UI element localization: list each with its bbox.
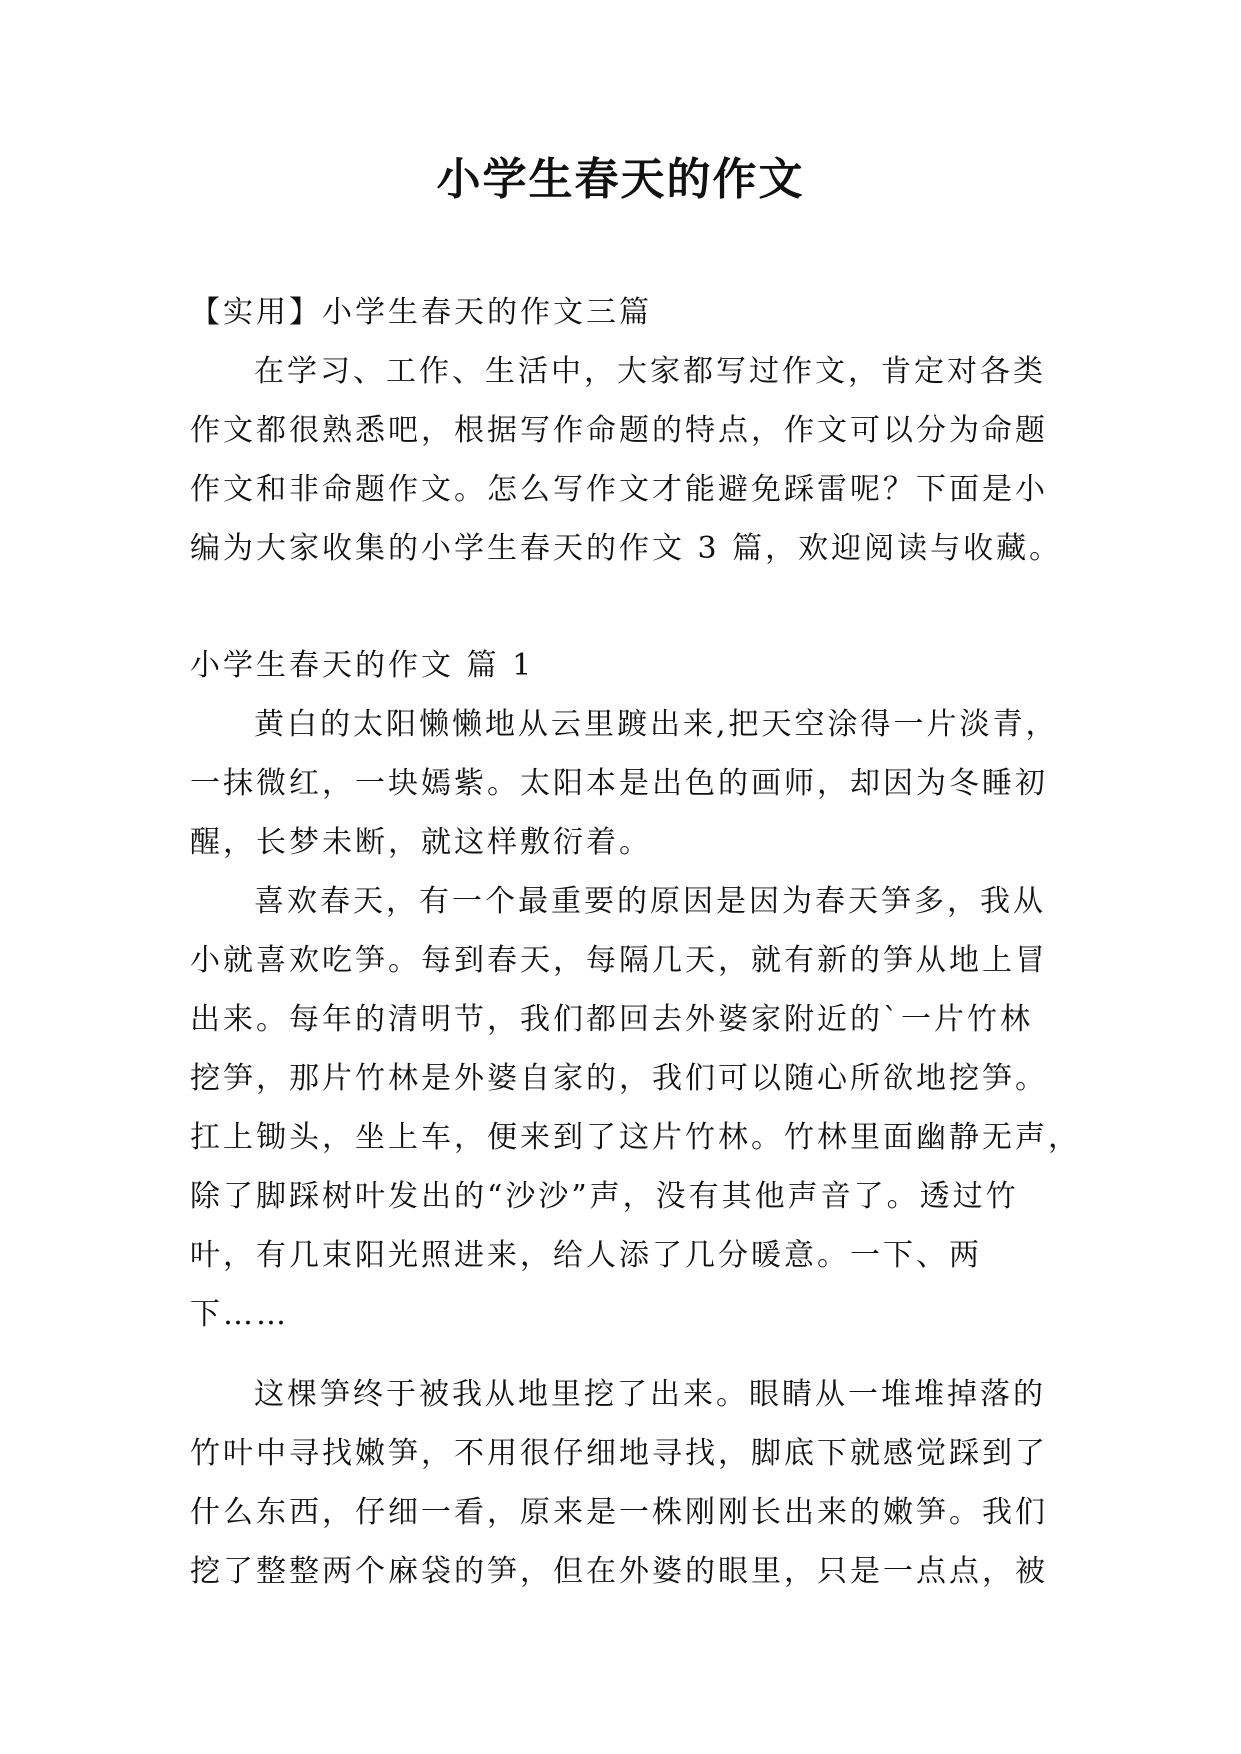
text-line: 除了脚踩树叶发出的“沙沙”声，没有其他声音了。透过竹 [190, 1179, 1019, 1214]
text-line: 下…… [190, 1297, 289, 1332]
text-line: 喜欢春天，有一个最重要的原因是因为春天笋多，我从 [254, 884, 1046, 919]
section-heading: 小学生春天的作文 篇 1 [190, 648, 535, 683]
text-line: 出来。每年的清明节，我们都回去外婆家附近的`一片竹林 [190, 1002, 1033, 1037]
paragraph-1 [190, 695, 1070, 872]
text-line: 编为大家收集的小学生春天的作文 3 篇，欢迎阅读与收藏。 [190, 531, 1063, 566]
text-line: 一抹微红，一块嫣紫。太阳本是出色的画师，却因为冬睡初 [190, 766, 1048, 801]
text-line: 竹叶中寻找嫩笋，不用很仔细地寻找，脚底下就感觉踩到了 [190, 1436, 1048, 1471]
text-line: 叶，有几束阳光照进来，给人添了几分暖意。一下、两 [190, 1238, 982, 1273]
document-title: 小学生春天的作文 [436, 154, 805, 205]
text-line: 黄白的太阳懒懒地从云里踱出来,把天空涂得一片淡青， [254, 707, 1059, 742]
text-line: 这棵笋终于被我从地里挖了出来。眼睛从一堆堆掉落的 [254, 1377, 1046, 1412]
paragraph-2 [190, 872, 1081, 1344]
text-line: 作文都很熟悉吧，根据写作命题的特点，作文可以分为命题 [190, 413, 1048, 448]
text-line: 挖了整整两个麻袋的笋，但在外婆的眼里，只是一点点，被 [190, 1554, 1048, 1589]
text-line: 作文和非命题作文。怎么写作文才能避免踩雷呢？下面是小 [190, 472, 1048, 507]
text-line: 什么东西，仔细一看，原来是一株刚刚长出来的嫩笋。我们 [190, 1495, 1048, 1530]
document-subtitle: 【实用】小学生春天的作文三篇 [190, 295, 652, 330]
text-line: 小就喜欢吃笋。每到春天，每隔几天，就有新的笋从地上冒 [190, 943, 1048, 978]
document-body [190, 283, 1081, 1601]
text-line: 在学习、工作、生活中，大家都写过作文，肯定对各类 [254, 354, 1046, 389]
text-line: 挖笋，那片竹林是外婆自家的，我们可以随心所欲地挖笋。 [190, 1061, 1048, 1096]
text-line: 扛上锄头，坐上车，便来到了这片竹林。竹林里面幽静无声， [190, 1120, 1081, 1155]
paragraph-3 [190, 1365, 1070, 1601]
intro-paragraph [190, 342, 1070, 578]
text-line: 醒，长梦未断，就这样敷衍着。 [190, 825, 652, 860]
